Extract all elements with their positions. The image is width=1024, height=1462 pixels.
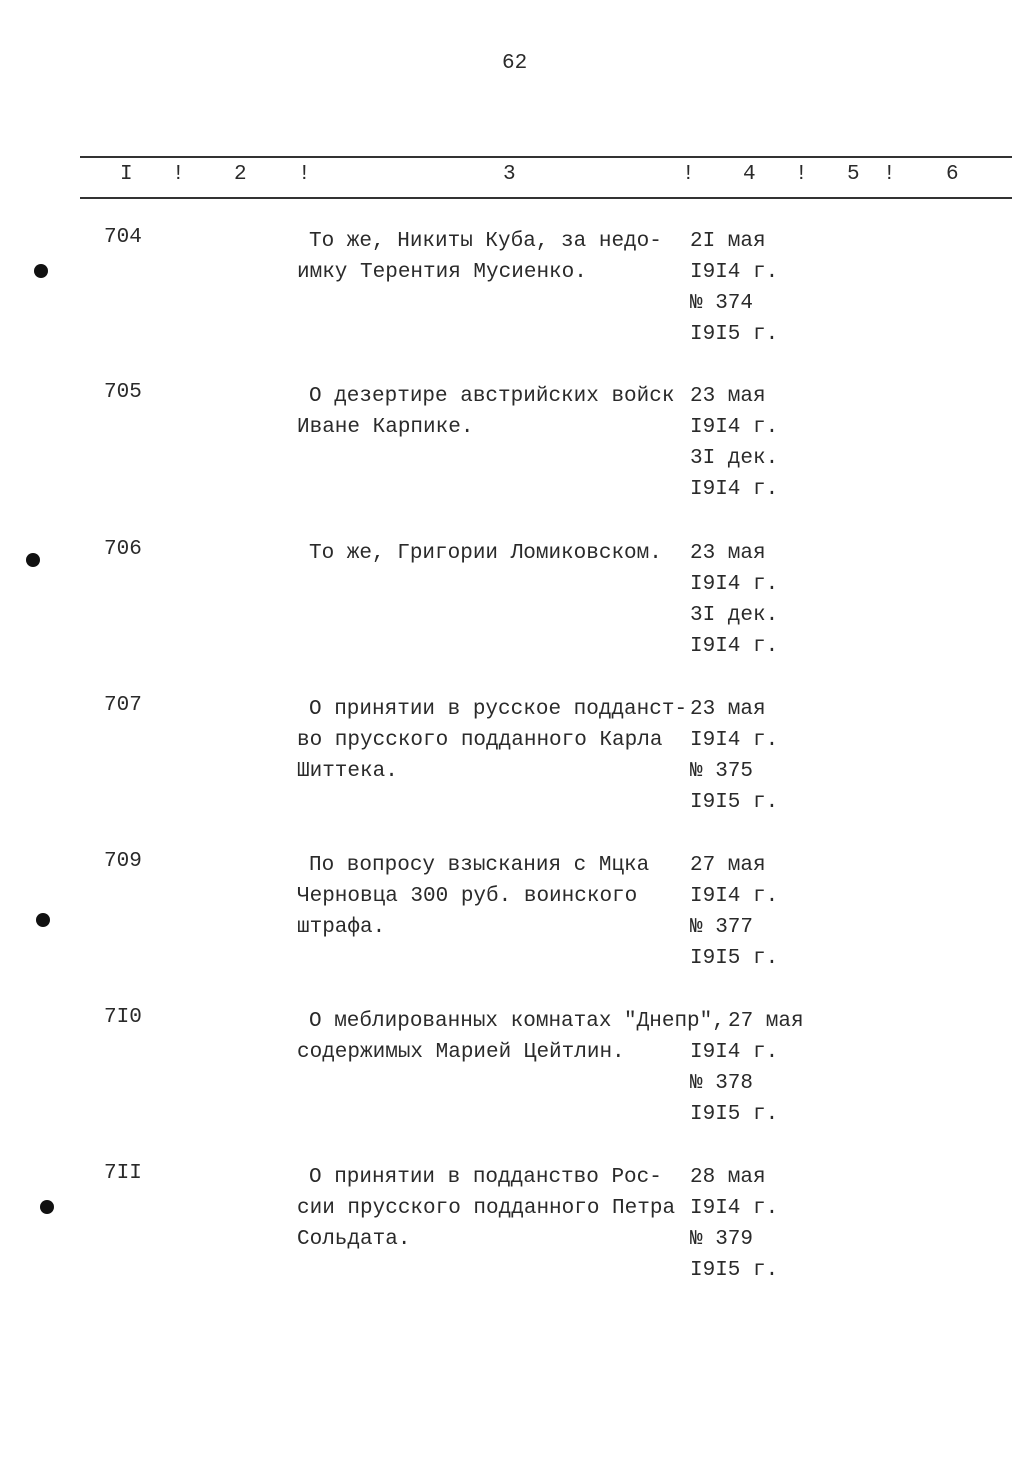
- date-line: I9I4 г.: [690, 885, 779, 908]
- col-separator: !: [682, 163, 695, 186]
- date-line: 23 мая: [690, 385, 766, 408]
- col-header-3: 3: [503, 163, 516, 186]
- date-line: I9I4 г.: [690, 416, 779, 439]
- entry-number: 7II: [104, 1162, 142, 1185]
- entry-description: [297, 538, 662, 569]
- description-line: Шиттека.: [297, 760, 398, 783]
- date-line: 27 мая: [728, 1010, 804, 1033]
- punch-hole: [36, 913, 50, 927]
- date-line: I9I4 г.: [690, 1197, 779, 1220]
- date-line: № 378: [690, 1072, 754, 1095]
- date-line: I9I5 г.: [690, 1103, 779, 1126]
- description-line: То же, Григории Ломиковском.: [309, 542, 662, 565]
- entry-dates: [690, 1006, 804, 1130]
- entry-dates: [690, 1162, 778, 1286]
- description-line: Черновца 300 руб. воинского: [297, 885, 638, 908]
- description-line: имку Терентия Мусиенко.: [297, 261, 587, 284]
- description-line: О меблированных комнатах "Днепр",: [309, 1010, 725, 1033]
- description-line: во прусского подданного Карла: [297, 729, 663, 752]
- description-line: штрафа.: [297, 916, 386, 939]
- entry-number: 707: [104, 694, 142, 717]
- entry-description: [297, 1006, 725, 1068]
- entry-description: [297, 1162, 675, 1255]
- entry-number: 7I0: [104, 1006, 142, 1029]
- punch-hole: [40, 1200, 54, 1214]
- entry-row: [0, 226, 1024, 376]
- col-header-1: I: [120, 163, 133, 186]
- date-line: I9I5 г.: [690, 947, 779, 970]
- col-header-5: 5: [847, 163, 860, 186]
- description-line: Сольдата.: [297, 1228, 411, 1251]
- date-line: I9I5 г.: [690, 791, 779, 814]
- date-line: 23 мая: [690, 542, 766, 565]
- date-line: I9I4 г.: [690, 1041, 779, 1064]
- entry-number: 706: [104, 538, 142, 561]
- entry-number: 705: [104, 381, 142, 404]
- entry-row: [0, 381, 1024, 531]
- description-line: По вопросу взыскания с Мцка: [309, 854, 650, 877]
- description-line: Иване Карпике.: [297, 416, 474, 439]
- entry-number: 709: [104, 850, 142, 873]
- description-line: О принятии в подданство Рос-: [309, 1166, 662, 1189]
- entry-dates: [690, 850, 778, 974]
- entry-number: 704: [104, 226, 142, 249]
- date-line: I9I4 г.: [690, 729, 779, 752]
- col-separator: !: [795, 163, 808, 186]
- entry-row: [0, 850, 1024, 1000]
- entry-dates: [690, 538, 778, 662]
- col-header-4: 4: [743, 163, 756, 186]
- description-line: сии прусского подданного Петра: [297, 1197, 676, 1220]
- entry-description: [297, 381, 674, 443]
- date-line: I9I4 г.: [690, 261, 779, 284]
- entry-dates: [690, 226, 778, 350]
- date-line: 23 мая: [690, 698, 766, 721]
- entry-dates: [690, 381, 778, 505]
- date-line: I9I4 г.: [690, 573, 779, 596]
- date-line: № 379: [690, 1228, 754, 1251]
- date-line: № 377: [690, 916, 754, 939]
- date-line: I9I4 г.: [690, 478, 779, 501]
- page-number: 62: [502, 52, 528, 75]
- col-separator: !: [883, 163, 896, 186]
- col-separator: !: [298, 163, 311, 186]
- entry-row: [0, 1162, 1024, 1312]
- date-line: 3I дек.: [690, 447, 779, 470]
- entry-description: [297, 850, 649, 943]
- header-bottom-rule: [80, 197, 1012, 199]
- date-line: 27 мая: [690, 854, 766, 877]
- date-line: I9I5 г.: [690, 323, 779, 346]
- entry-description: [297, 226, 662, 288]
- description-line: То же, Никиты Куба, за недо-: [309, 230, 662, 253]
- col-separator: !: [172, 163, 185, 186]
- entry-row: [0, 694, 1024, 844]
- date-line: 2I мая: [690, 230, 766, 253]
- entry-dates: [690, 694, 778, 818]
- date-line: 3I дек.: [690, 604, 779, 627]
- header-top-rule: [80, 156, 1012, 158]
- date-line: № 375: [690, 760, 754, 783]
- description-line: О дезертире австрийских войск: [309, 385, 675, 408]
- entry-row: [0, 1006, 1024, 1156]
- punch-hole: [26, 553, 40, 567]
- date-line: I9I5 г.: [690, 1259, 779, 1282]
- col-header-2: 2: [234, 163, 247, 186]
- date-line: 28 мая: [690, 1166, 766, 1189]
- date-line: I9I4 г.: [690, 635, 779, 658]
- entry-row: [0, 538, 1024, 688]
- description-line: О принятии в русское подданст-: [309, 698, 688, 721]
- col-header-6: 6: [946, 163, 959, 186]
- description-line: содержимых Марией Цейтлин.: [297, 1041, 625, 1064]
- entry-description: [297, 694, 687, 787]
- punch-hole: [34, 264, 48, 278]
- date-line: № 374: [690, 292, 754, 315]
